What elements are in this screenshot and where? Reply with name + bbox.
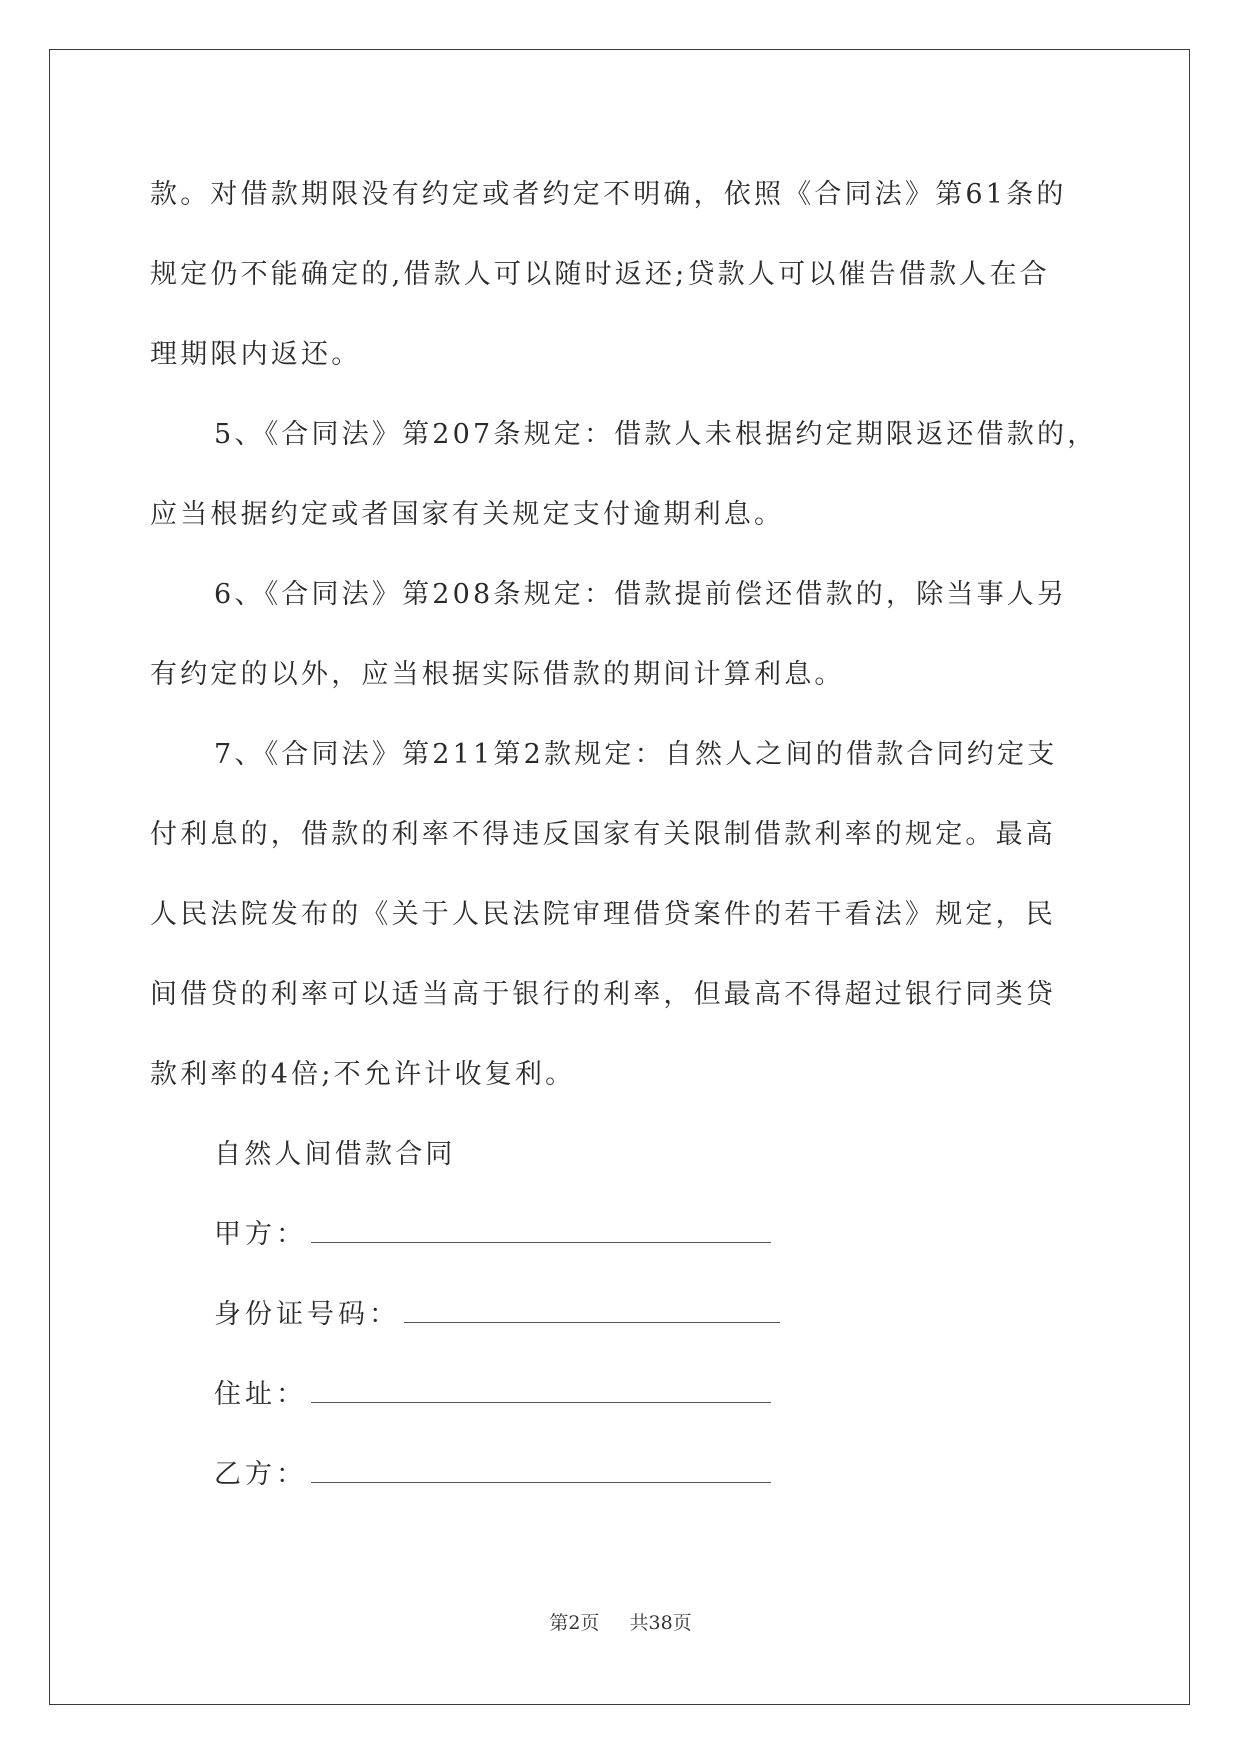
body-line: 6、《合同法》第208条规定：借款提前偿还借款的，除当事人另 [214,579,1068,610]
body-line: 款利率的4倍;不允许计收复利。 [150,1059,576,1090]
body-line: 有约定的以外，应当根据实际借款的期间计算利息。 [150,659,845,690]
address-blank[interactable] [311,1380,771,1403]
party-b-blank[interactable] [311,1460,771,1483]
party-a-row [150,1195,1090,1275]
contract-title: 自然人间借款合同 [214,1139,456,1170]
page-total: 共38页 [629,1612,692,1634]
body-line: 5、《合同法》第207条规定：借款人未根据约定期限返还借款的， [214,419,1098,450]
id-number-row [150,1275,1090,1355]
body-line: 规定仍不能确定的,借款人可以随时返还;贷款人可以催告借款人在合 [150,259,1050,290]
id-number-blank[interactable] [404,1300,780,1323]
document-body [150,155,1098,1515]
body-line: 人民法院发布的《关于人民法院审理借贷案件的若干看法》规定，民 [150,899,1056,930]
party-a-blank[interactable] [311,1220,771,1243]
body-line: 应当根据约定或者国家有关规定支付逾期利息。 [150,499,785,530]
address-row [150,1355,1090,1435]
party-b-row [150,1435,1090,1515]
party-b-label: 乙方： [214,1459,307,1490]
body-line: 间借贷的利率可以适当高于银行的利率，但最高不得超过银行同类贷 [150,979,1056,1010]
address-label: 住址： [214,1379,307,1410]
id-number-label: 身份证号码： [214,1299,400,1330]
page-number: 第2页 [549,1612,600,1634]
body-line: 付利息的，借款的利率不得违反国家有关限制借款利率的规定。最高 [150,819,1056,850]
body-line: 7、《合同法》第211第2款规定：自然人之间的借款合同约定支 [214,739,1058,770]
body-line: 理期限内返还。 [150,339,362,370]
page-footer [0,1608,1241,1635]
party-a-label: 甲方： [214,1219,307,1250]
body-line: 款。对借款期限没有约定或者约定不明确，依照《合同法》第61条的 [150,179,1067,210]
